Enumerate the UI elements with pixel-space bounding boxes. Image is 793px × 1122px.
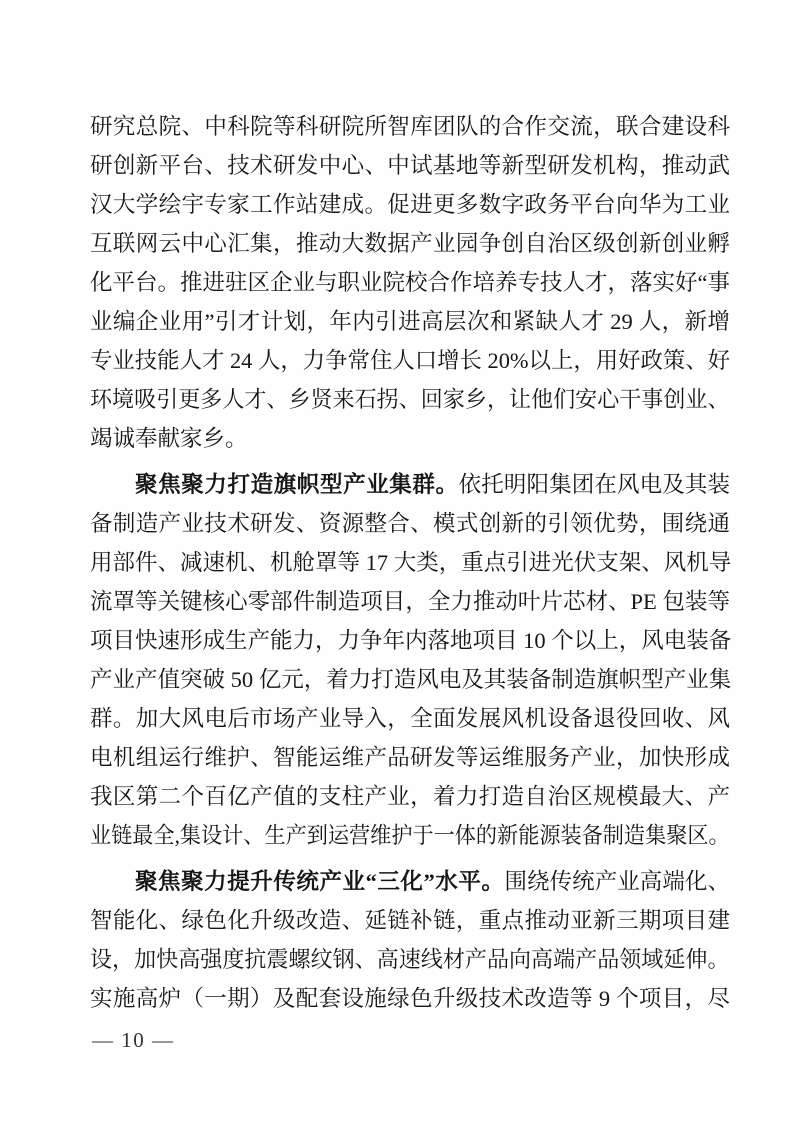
- text-line: 产业产值突破 50 亿元，着力打造风电及其装备制造旗帜型产业集: [90, 667, 732, 692]
- text-line: 我区第二个百亿产值的支柱产业，着力打造自治区规模最大、产: [90, 784, 730, 809]
- text-line: 备制造产业技术研发、资源整合、模式创新的引领优势，围绕通: [90, 511, 730, 536]
- text-line: 聚焦聚力打造旗帜型产业集群。依托明阳集团在风电及其装: [135, 472, 730, 497]
- text-line: 用部件、减速机、机舱罩等 17 大类，重点引进光伏支架、风机导: [90, 550, 732, 575]
- text-line: 业编企业用”引才计划，年内引进高层次和紧缺人才 29 人，新增: [90, 309, 730, 334]
- text-line: 专业技能人才 24 人，力争常住人口增长 20%以上，用好政策、好: [90, 348, 731, 373]
- text-line: 业链最全,集设计、生产到运营维护于一体的新能源装备制造集聚区。: [90, 823, 730, 848]
- text-line: 流罩等关键核心零部件制造项目，全力推动叶片芯材、PE 包装等: [90, 589, 730, 614]
- text-line: 研创新平台、技术研发中心、中试基地等新型研发机构，推动武: [90, 153, 730, 178]
- text-line: 互联网云中心汇集，推动大数据产业园争创自治区级创新创业孵: [90, 231, 730, 256]
- paragraph-bold-lead: 聚焦聚力打造旗帜型产业集群。: [135, 472, 459, 497]
- text-line: 汉大学绘宇专家工作站建成。促进更多数字政务平台向华为工业: [90, 192, 730, 217]
- text-line: 竭诚奉献家乡。: [90, 426, 248, 451]
- text-line: 项目快速形成生产能力，力争年内落地项目 10 个以上，风电装备: [90, 628, 732, 653]
- text-line: 研究总院、中科院等科研院所智库团队的合作交流，联合建设科: [90, 114, 730, 139]
- text-line: 实施高炉（一期）及配套设施绿色升级技术改造等 9 个项目，尽: [90, 986, 730, 1011]
- text-line: 电机组运行维护、智能运维产品研发等运维服务产业，加快形成: [90, 745, 730, 770]
- text-line: 聚焦聚力提升传统产业“三化”水平。围绕传统产业高端化、: [135, 869, 730, 894]
- text-line: 化平台。推进驻区企业与职业院校合作培养专技人才，落实好“事: [90, 270, 730, 295]
- text-line: 环境吸引更多人才、乡贤来石拐、回家乡，让他们安心干事创业、: [90, 387, 730, 412]
- text-line: 智能化、绿色化升级改造、延链补链，重点推动亚新三期项目建: [90, 908, 730, 933]
- text-line: 群。加大风电后市场产业导入，全面发展风机设备退役回收、风: [90, 706, 730, 731]
- paragraph-bold-lead: 聚焦聚力提升传统产业“三化”水平。: [135, 869, 505, 894]
- text-line: 设，加快高强度抗震螺纹钢、高速线材产品向高端产品领域延伸。: [90, 947, 730, 972]
- document-body: [90, 107, 730, 1018]
- page-number: — 10 —: [92, 1028, 175, 1052]
